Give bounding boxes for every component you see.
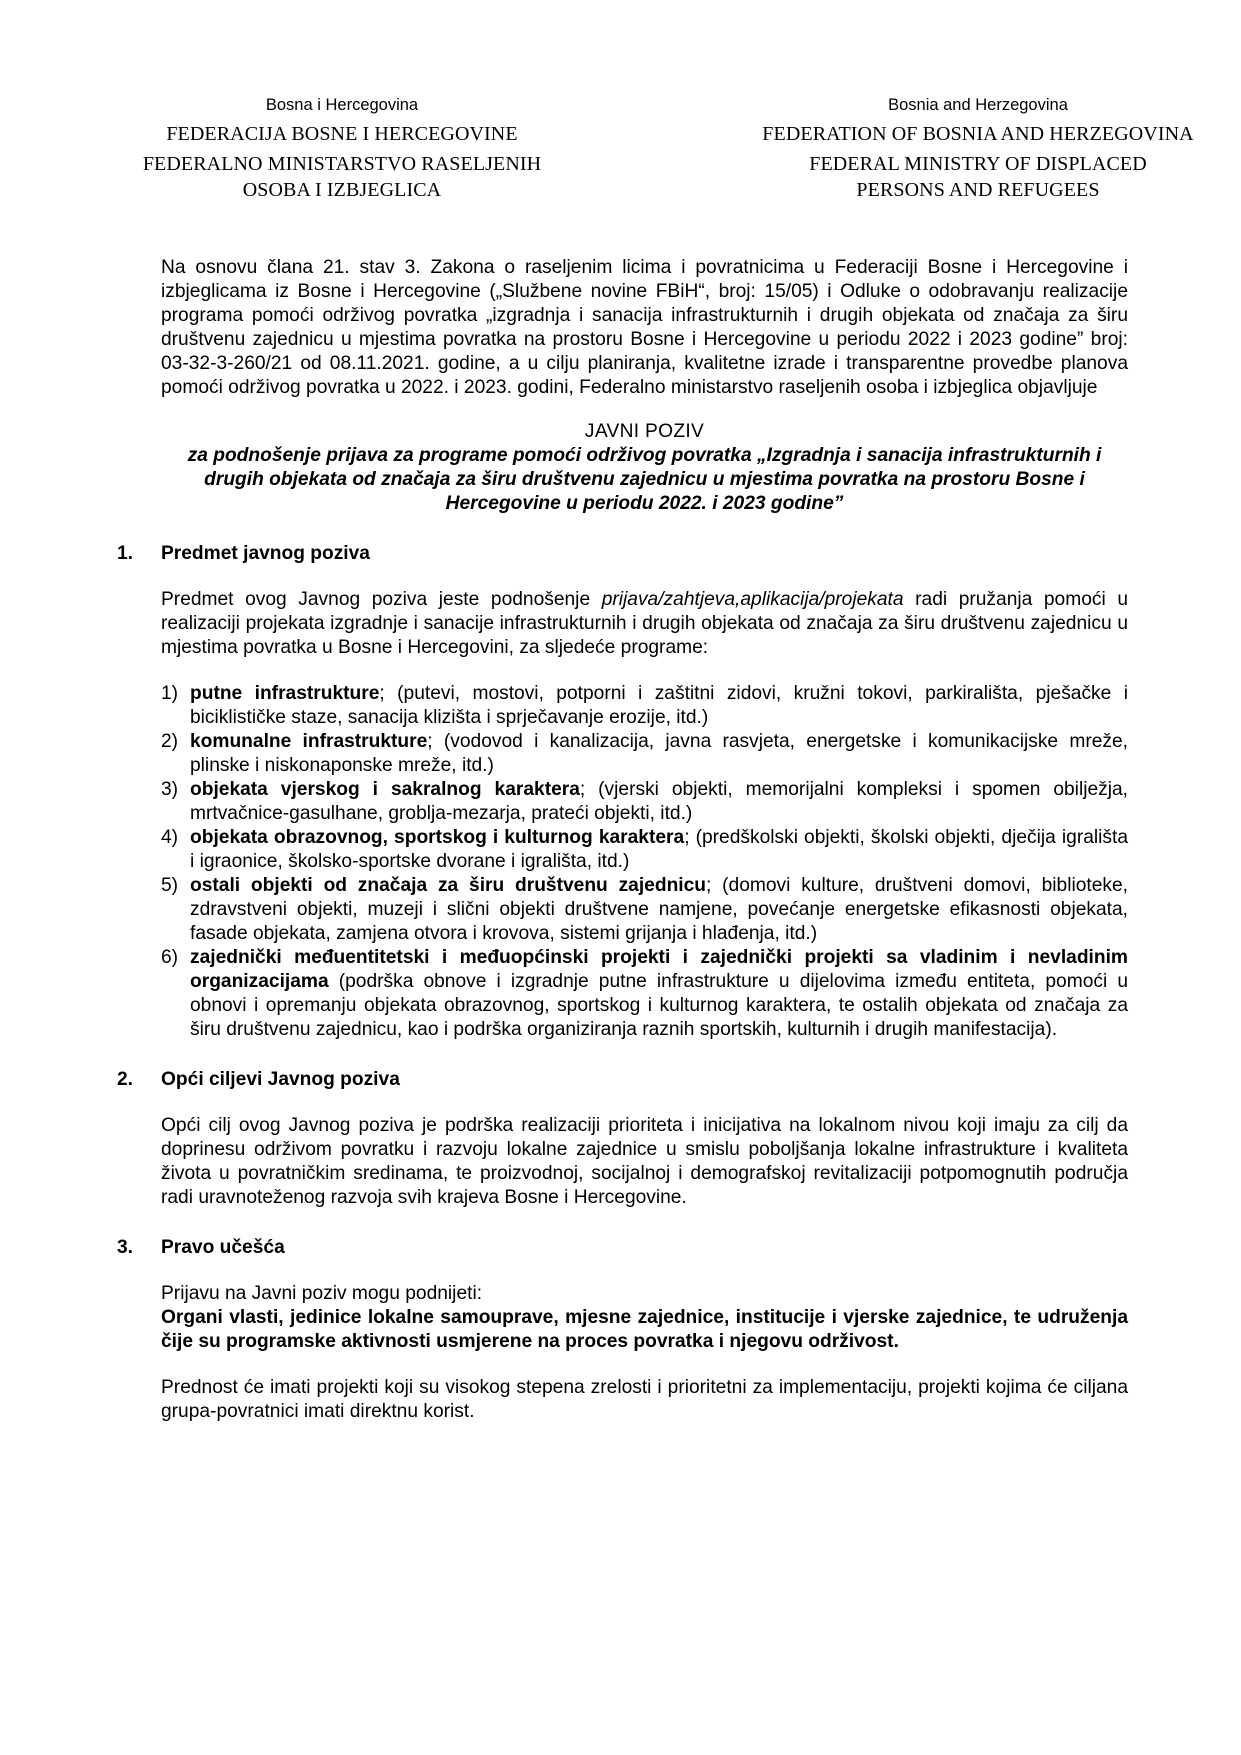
public-call-subtitle: za podnošenje prijava za programe pomoći održivog povratka „Izgradnja i sanacija infrastrukturnih i drugih objekata od značaja za širu društvenu zajednicu u mjestima povratka na prostoru Bosne i Hercegovine u periodu 2022. i 2023 godine”: [187, 445, 1102, 514]
header-left-country: Bosna i Hercegovina: [265, 96, 419, 114]
header-left: [82, 92, 602, 203]
program-name: objekata obrazovnog, sportskog i kulturnog karaktera: [190, 827, 685, 848]
program-item: [161, 874, 1128, 946]
program-description: (podrška obnove i izgradnje putne infrastrukture u dijelovima između entiteta, pomoći u obnovi i opremanju objekata obrazovnog, sportskog i kulturnog karaktera, te ostalih objekata od značaja za širu društvenu zajednicu, kao i podrška organiziranja raznih sportskih, kulturnih i drugih manifestacija).: [190, 971, 1128, 1040]
section-3-title: Pravo učešća: [161, 1237, 285, 1258]
header-right: [718, 92, 1238, 203]
program-name: komunalne infrastrukture: [190, 731, 428, 752]
program-description: ; (domovi kulture, društveni domovi, biblioteke, zdravstveni objekti, muzeji i slični objekti društvene namjene, povećanje energetske efikasnosti objekata, fasade objekata, zamjena otvora i krovova, sistemi grijanja i hlađenja, itd.): [190, 875, 1128, 944]
section-2-body: Opći cilj ovog Javnog poziva je podrška realizaciji prioriteta i inicijativa na lokalnom nivou koji imaju za cilj da doprinesu održivom povratku i razvoju lokalne zajednice u smislu poboljšanja lokalne infrastrukture i kvaliteta života u povratničkim sredinama, te proizvodnoj, socijalnoj i demografskoj revitalizaciji potpomognutih područja radi uravnoteženog razvoja svih krajeva Bosne i Hercegovine.: [161, 1115, 1128, 1208]
program-name: putne infrastrukture: [190, 683, 380, 704]
section-2-number: 2.: [117, 1069, 134, 1090]
public-call-title: [161, 420, 1128, 516]
program-number: 1): [161, 683, 179, 704]
program-number: 2): [161, 731, 179, 752]
section-3-priority: Prednost će imati projekti koji su visokog stepena zrelosti i prioritetni za implementaciju, projekti kojima će ciljana grupa-povratnici imati direktnu korist.: [161, 1377, 1128, 1422]
header-left-ministry-line2: OSOBA I IZBJEGLICA: [242, 179, 442, 201]
section-1-title: Predmet javnog poziva: [161, 543, 370, 564]
program-description: ; (putevi, mostovi, potporni i zaštitni zidovi, kružni tokovi, parkirališta, pješačke i biciklističke staze, sanacija klizišta i sprječavanje erozije, itd.): [190, 683, 1128, 728]
section-3: [117, 1236, 1128, 1424]
section-3-eligible-applicants: Organi vlasti, jedinice lokalne samouprave, mjesne zajednice, institucije i vjerske zajednice, te udruženja čije su programske aktivnosti usmjerene na proces povratka i njegovu održivost.: [161, 1307, 1128, 1352]
header-right-country: Bosnia and Herzegovina: [888, 96, 1068, 114]
section-1-number: 1.: [117, 543, 134, 564]
program-name: zajednički međuentitetski i međuopćinski projekti i zajednički projekti sa vladinim i nevladinim organizacijama: [190, 947, 1128, 992]
program-number: 4): [161, 827, 179, 848]
program-name: objekata vjerskog i sakralnog karaktera: [190, 779, 580, 800]
program-item: [161, 682, 1128, 730]
program-description: ; (vjerski objekti, memorijalni kompleksi i spomen obilježja, mrtvačnice-gasulhane, groblja-mezarja, prateći objekti, itd.): [190, 779, 1128, 824]
public-call-heading: JAVNI POZIV: [584, 421, 705, 442]
header-left-ministry-line1: FEDERALNO MINISTARSTVO RASELJENIH: [142, 153, 542, 175]
section-2: [117, 1068, 1128, 1210]
header-left-federation: FEDERACIJA BOSNE I HERCEGOVINE: [166, 123, 518, 145]
program-item: [161, 778, 1128, 826]
programs-list: [161, 682, 1128, 1042]
header-right-federation: FEDERATION OF BOSNIA AND HERZEGOVINA: [762, 123, 1194, 145]
program-description: ; (predškolski objekti, školski objekti, dječija igrališta i igraonice, školsko-sportske dvorane i igrališta, itd.): [190, 827, 1129, 872]
section-1-body-italic: prijava/zahtjeva,aplikacija/projekata: [601, 589, 904, 610]
program-number: 5): [161, 875, 179, 896]
section-1-body-end: radi pružanja pomoći u realizaciji projekata izgradnje i sanacije infrastrukturnih i drugih objekata od značaja za širu društvenu zajednicu u mjestima povratka u Bosne i Hercegovini, za sljedeće programe:: [161, 589, 1128, 658]
section-1-body-start: Predmet ovog Javnog poziva jeste podnošenje: [161, 589, 602, 610]
header-right-ministry-line2: PERSONS AND REFUGEES: [856, 179, 1100, 201]
program-number: 6): [161, 947, 179, 968]
section-2-title: Opći ciljevi Javnog poziva: [161, 1069, 400, 1090]
section-1: [117, 542, 1129, 1042]
header-right-ministry-line1: FEDERAL MINISTRY OF DISPLACED: [809, 153, 1147, 175]
section-3-number: 3.: [117, 1237, 134, 1258]
section-3-intro: Prijavu na Javni poziv mogu podnijeti:: [161, 1283, 483, 1304]
section-1-body: [161, 588, 1128, 660]
program-item: [161, 946, 1128, 1042]
document-body: [117, 256, 1129, 1424]
program-description: ; (vodovod i kanalizacija, javna rasvjeta, energetske i komunikacijske mreže, plinske i niskonaponske mreže, itd.): [190, 731, 1128, 776]
intro-paragraph: Na osnovu člana 21. stav 3. Zakona o raseljenim licima i povratnicima u Federaciji Bosne i Hercegovine i izbjeglicama iz Bosne i Hercegovine („Službene novine FBiH“, broj: 15/05) i Odluke o odobravanju realizacije programa pomoći održivog povratka „izgradnja i sanacija infrastrukturnih i drugih objekata od značaja za širu društvenu zajednicu u mjestima povratka na prostoru Bosne i Hercegovine u periodu 2022 i 2023 godine” broj: 03-32-3-260/21 od 08.11.2021. godine, a u cilju planiranja, kvalitetne izrade i transparentne provedbe planova pomoći održivog povratka u 2022. i 2023. godini, Federalno ministarstvo raseljenih osoba i izbjeglica objavljuje: [161, 257, 1128, 398]
program-number: 3): [161, 779, 179, 800]
program-name: ostali objekti od značaja za širu društvenu zajednicu: [190, 875, 707, 896]
program-item: [161, 826, 1128, 874]
program-item: [161, 730, 1128, 778]
